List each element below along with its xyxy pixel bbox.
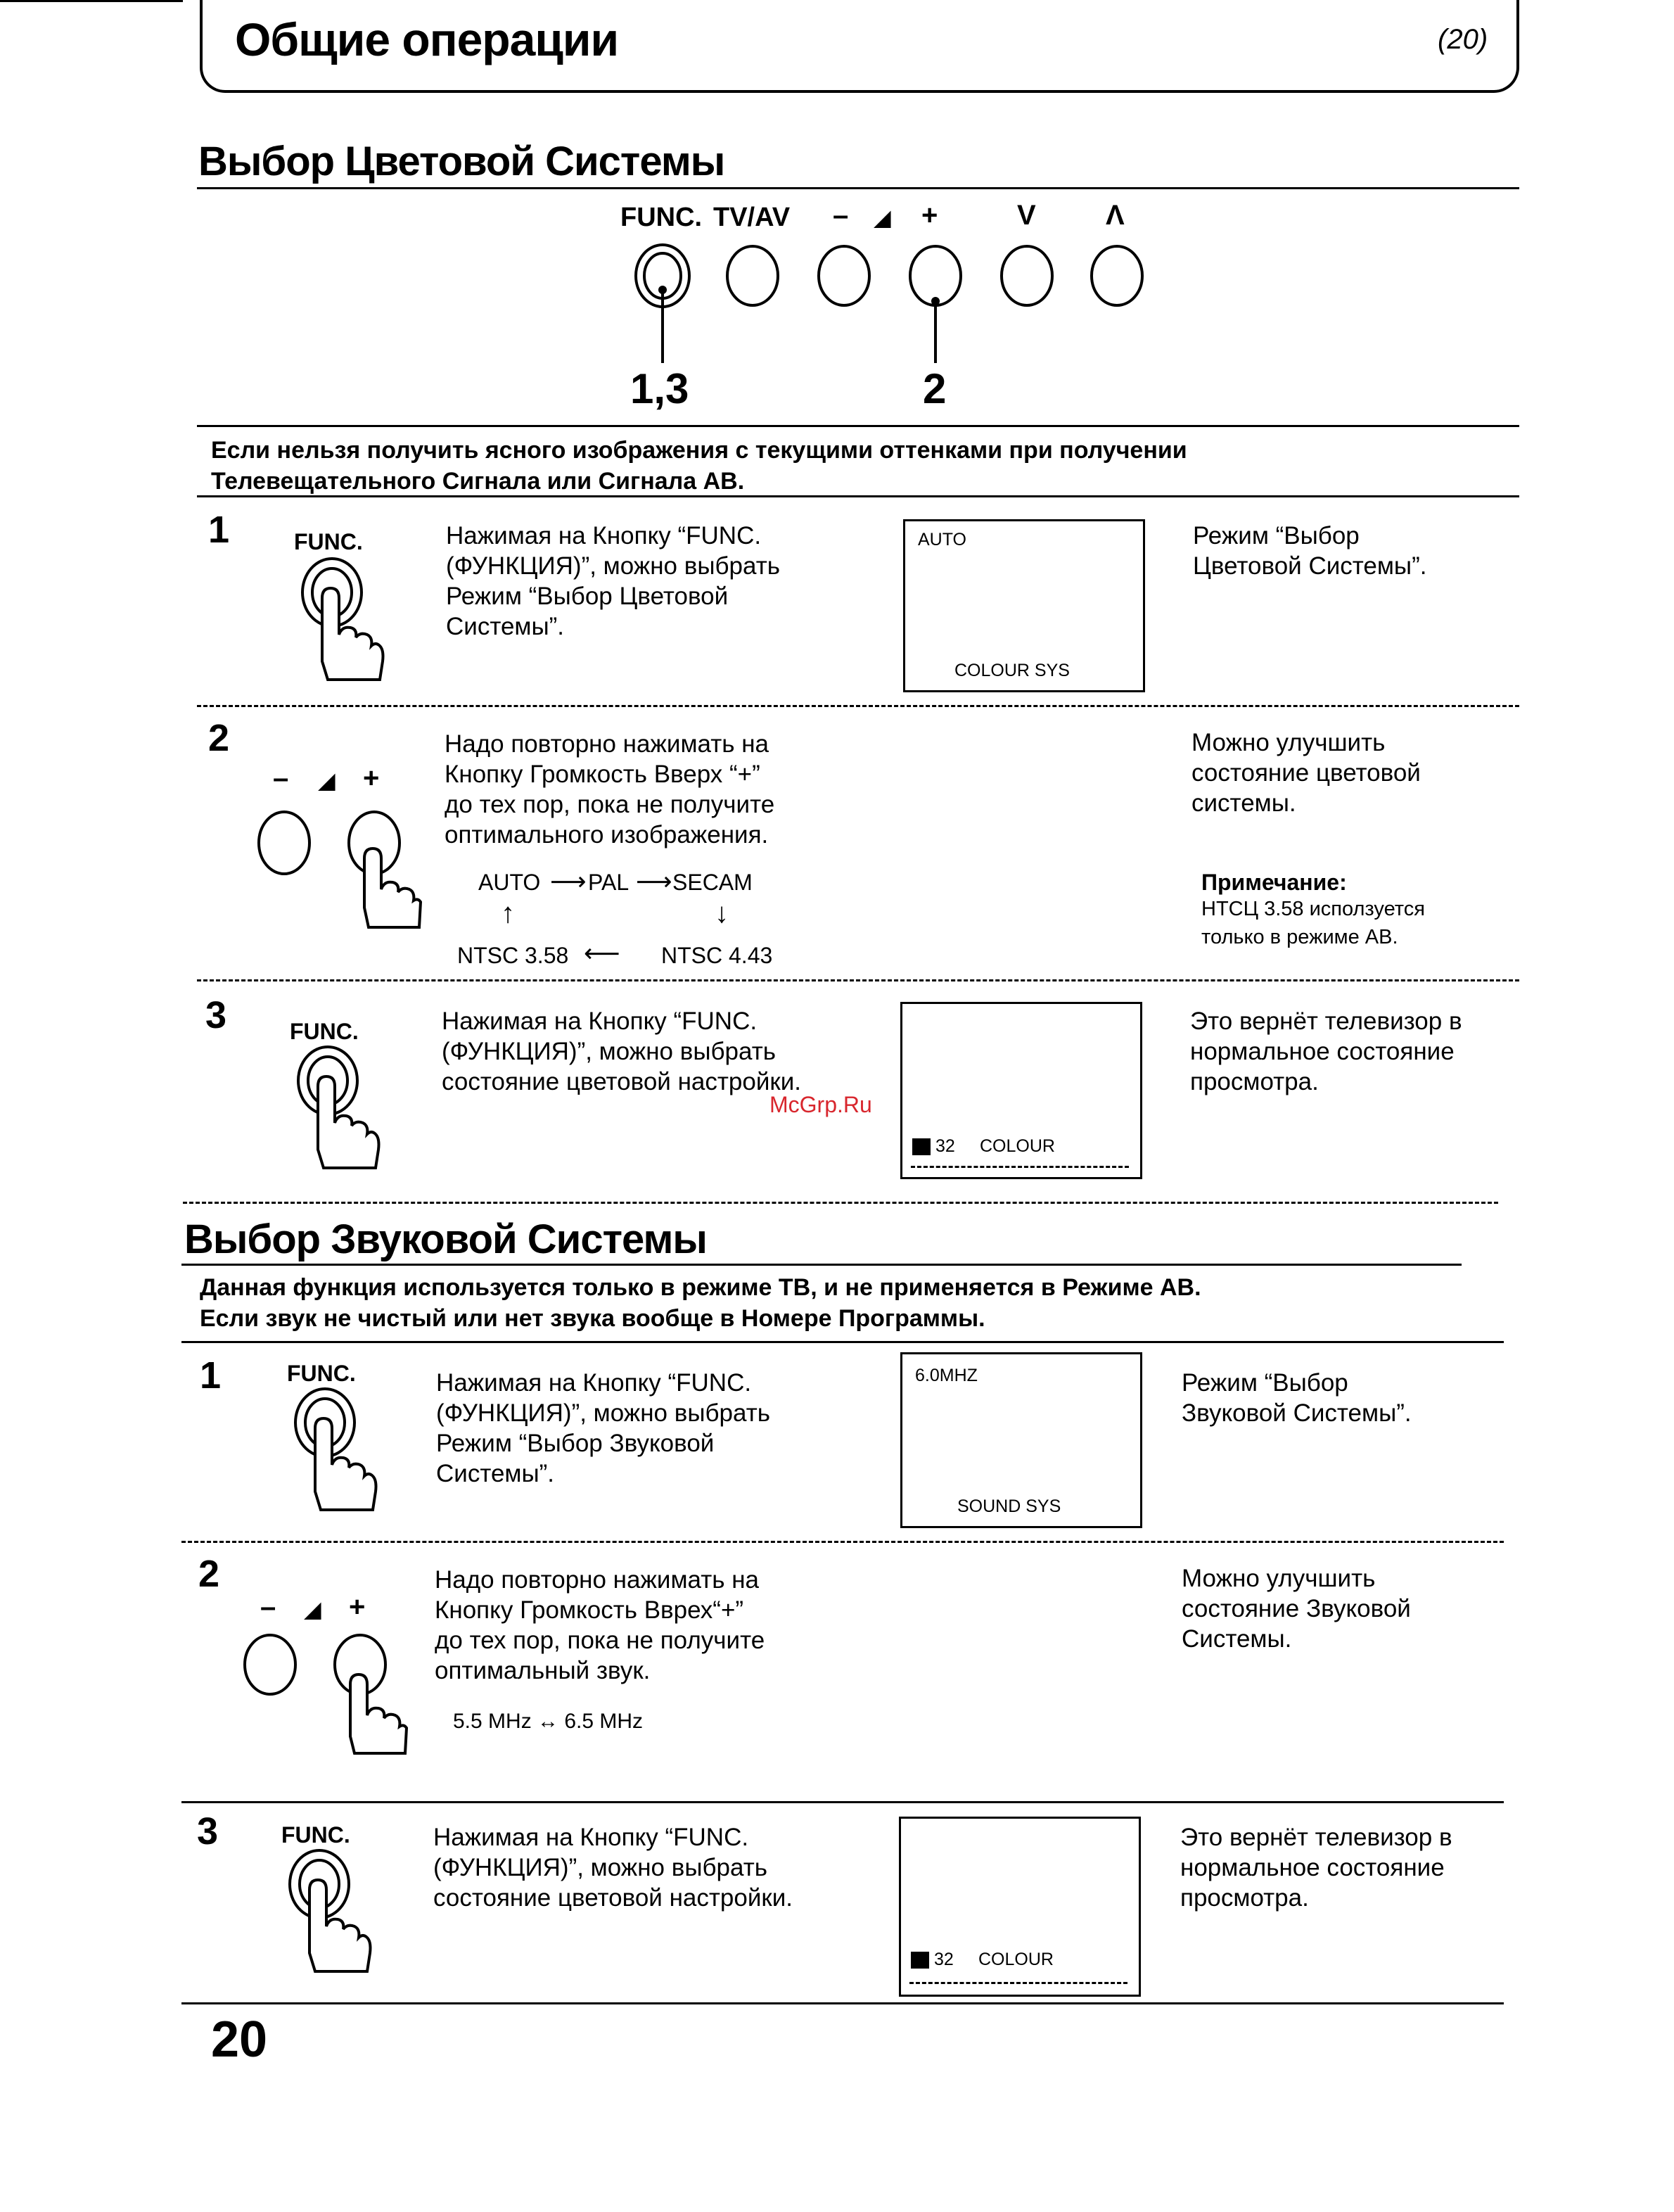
- step-number: 2: [198, 1553, 220, 1595]
- section-end-rule: [181, 2002, 1504, 2004]
- section-end-rule: [183, 1202, 1498, 1204]
- screen-bottom-text: COLOUR SYS: [954, 661, 1070, 680]
- tv-screen: [899, 1817, 1141, 1997]
- callout-volume-step: 2: [923, 365, 947, 412]
- section-rule: [181, 1264, 1462, 1266]
- step-number: 2: [208, 717, 230, 759]
- hand-press-func-icon: [288, 556, 387, 689]
- level-bar: [909, 1982, 1127, 1984]
- volume-down-button-icon: [819, 246, 869, 305]
- page-header-title: Общие операции: [235, 13, 619, 65]
- section-rule: [197, 187, 1519, 189]
- screen-top-text: 6.0MHZ: [915, 1366, 978, 1385]
- func-label: FUNC.: [281, 1822, 350, 1848]
- watermark: McGrp.Ru: [769, 1092, 872, 1117]
- tv-screen: [900, 1002, 1142, 1179]
- step-result: Это вернёт телевизор в нормальное состояние просмотра.: [1190, 1008, 1462, 1095]
- step-instructions: Надо повторно нажимать на Кнопку Громкость Вврех“+” до тех пор, пока не получите оптимальный звук.: [435, 1566, 765, 1684]
- remote-label-func: FUNC.: [620, 203, 703, 232]
- func-button-icon: [636, 245, 689, 363]
- channel-icon: [911, 1952, 929, 1969]
- channel-down-button-icon: [1002, 246, 1052, 305]
- step-result: Режим “Выбор Звуковой Системы”.: [1182, 1369, 1412, 1427]
- section1-intro: Если нельзя получить ясного изображения с текущими оттенками при получении Телевещательного Сигнала или Сигнала АВ.: [211, 437, 1187, 495]
- flow-arrow-back: ⟵: [584, 939, 620, 967]
- flow-secam: SECAM: [672, 870, 753, 895]
- flow-auto: AUTO: [478, 870, 541, 895]
- step-result: Это вернёт телевизор в нормальное состояние просмотра.: [1180, 1824, 1452, 1912]
- remote-label-tvav: TV/AV: [713, 203, 791, 232]
- volume-icon-label: ◢: [304, 1596, 321, 1622]
- step-instructions: Нажимая на Кнопку “FUNC. (ФУНКЦИЯ)”, можно выбрать состояние цветовой настройки.: [442, 1008, 801, 1095]
- flow-arrow-2: ⟶: [636, 867, 672, 896]
- screen-label: COLOUR: [978, 1950, 1054, 1969]
- step-instructions: Нажимая на Кнопку “FUNC. (ФУНКЦИЯ)”, можно выбрать состояние цветовой настройки.: [433, 1824, 793, 1912]
- hand-press-volume-up-icon: [239, 1631, 408, 1765]
- remote-label-channel-down: V: [1017, 200, 1036, 231]
- hand-press-func-icon: [281, 1386, 380, 1520]
- step-number: 3: [205, 994, 227, 1036]
- step-number: 1: [200, 1354, 222, 1397]
- section-title-colour: Выбор Цветовой Системы: [198, 139, 725, 184]
- volume-up-button-icon: [910, 246, 961, 363]
- remote-label-minus: –: [833, 200, 849, 231]
- step-result: Режим “Выбор Цветовой Системы”.: [1193, 522, 1427, 580]
- step-divider: [181, 1801, 1504, 1803]
- hand-press-func-icon: [284, 1044, 383, 1178]
- volume-plus-label: +: [363, 763, 380, 794]
- intro-rule-bottom: [181, 1341, 1504, 1343]
- screen-label: COLOUR: [980, 1136, 1055, 1156]
- step-instructions: Надо повторно нажимать на Кнопку Громкость Вверх “+” до тех пор, пока не получите оптимального изображения.: [445, 730, 775, 848]
- intro-rule-bottom: [197, 495, 1519, 497]
- note-text: НТСЦ 3.58 исползуется только в режиме АВ.: [1201, 898, 1425, 948]
- volume-icon-label: ◢: [318, 768, 336, 793]
- step-divider: [197, 979, 1519, 981]
- note-title: Примечание:: [1201, 870, 1347, 895]
- step-number: 3: [197, 1810, 219, 1852]
- volume-minus-label: –: [273, 763, 289, 794]
- func-label: FUNC.: [290, 1019, 359, 1044]
- screen-channel-value: 32: [911, 1950, 954, 1970]
- channel-icon: [912, 1138, 931, 1155]
- step-result: Можно улучшить состояние Звуковой Системы.: [1182, 1565, 1411, 1653]
- flow-ntsc443: NTSC 4.43: [661, 943, 773, 968]
- tv-screen: [903, 519, 1145, 692]
- screen-bottom-text: SOUND SYS: [957, 1496, 1061, 1516]
- hand-press-volume-up-icon: [253, 802, 422, 936]
- callout-func-steps: 1,3: [630, 365, 689, 412]
- level-bar: [911, 1166, 1129, 1168]
- hand-press-func-icon: [276, 1848, 374, 1981]
- step-divider: [181, 1541, 1504, 1543]
- flow-arrow-up: ↑: [501, 898, 515, 929]
- screen-top-text: AUTO: [918, 530, 966, 549]
- channel-up-button-icon: [1092, 246, 1142, 305]
- remote-button-panel: [605, 232, 1168, 415]
- tv-screen: [900, 1352, 1142, 1528]
- tvav-button-icon: [727, 246, 778, 305]
- page-header-ref: (20): [1438, 24, 1488, 55]
- step-result: Можно улучшить состояние цветовой системы.: [1191, 729, 1421, 817]
- volume-plus-label: +: [349, 1591, 366, 1622]
- remote-label-channel-up: Λ: [1106, 200, 1125, 231]
- intro-rule-top: [197, 425, 1519, 427]
- page-number: 20: [211, 2011, 268, 2068]
- remote-label-volume-icon: ◢: [874, 205, 891, 230]
- section-title-sound: Выбор Звуковой Системы: [184, 1216, 707, 1262]
- func-label: FUNC.: [287, 1361, 356, 1386]
- flow-ntsc358: NTSC 3.58: [457, 943, 569, 968]
- section2-intro: Данная функция используется только в режиме ТВ, и не применяется в Режиме АВ. Если звук не чистый или нет звука вообще в Номере Программы.: [200, 1274, 1201, 1332]
- volume-minus-label: –: [260, 1591, 276, 1622]
- screen-channel-value: 32: [912, 1136, 955, 1157]
- top-rule: [0, 0, 183, 2]
- step-instructions: Нажимая на Кнопку “FUNC. (ФУНКЦИЯ)”, можно выбрать Режим “Выбор Звуковой Системы”.: [436, 1369, 770, 1487]
- step-number: 1: [208, 509, 230, 551]
- step-divider: [197, 705, 1519, 707]
- sound-flow: 5.5 MHz ↔ 6.5 MHz: [453, 1710, 644, 1733]
- flow-arrow-down: ↓: [715, 898, 729, 929]
- flow-arrow-1: ⟶: [550, 867, 587, 896]
- func-label: FUNC.: [294, 529, 363, 554]
- remote-label-plus: +: [921, 200, 938, 231]
- flow-pal: PAL: [588, 870, 630, 895]
- step-instructions: Нажимая на Кнопку “FUNC. (ФУНКЦИЯ)”, можно выбрать Режим “Выбор Цветовой Системы”.: [446, 522, 780, 640]
